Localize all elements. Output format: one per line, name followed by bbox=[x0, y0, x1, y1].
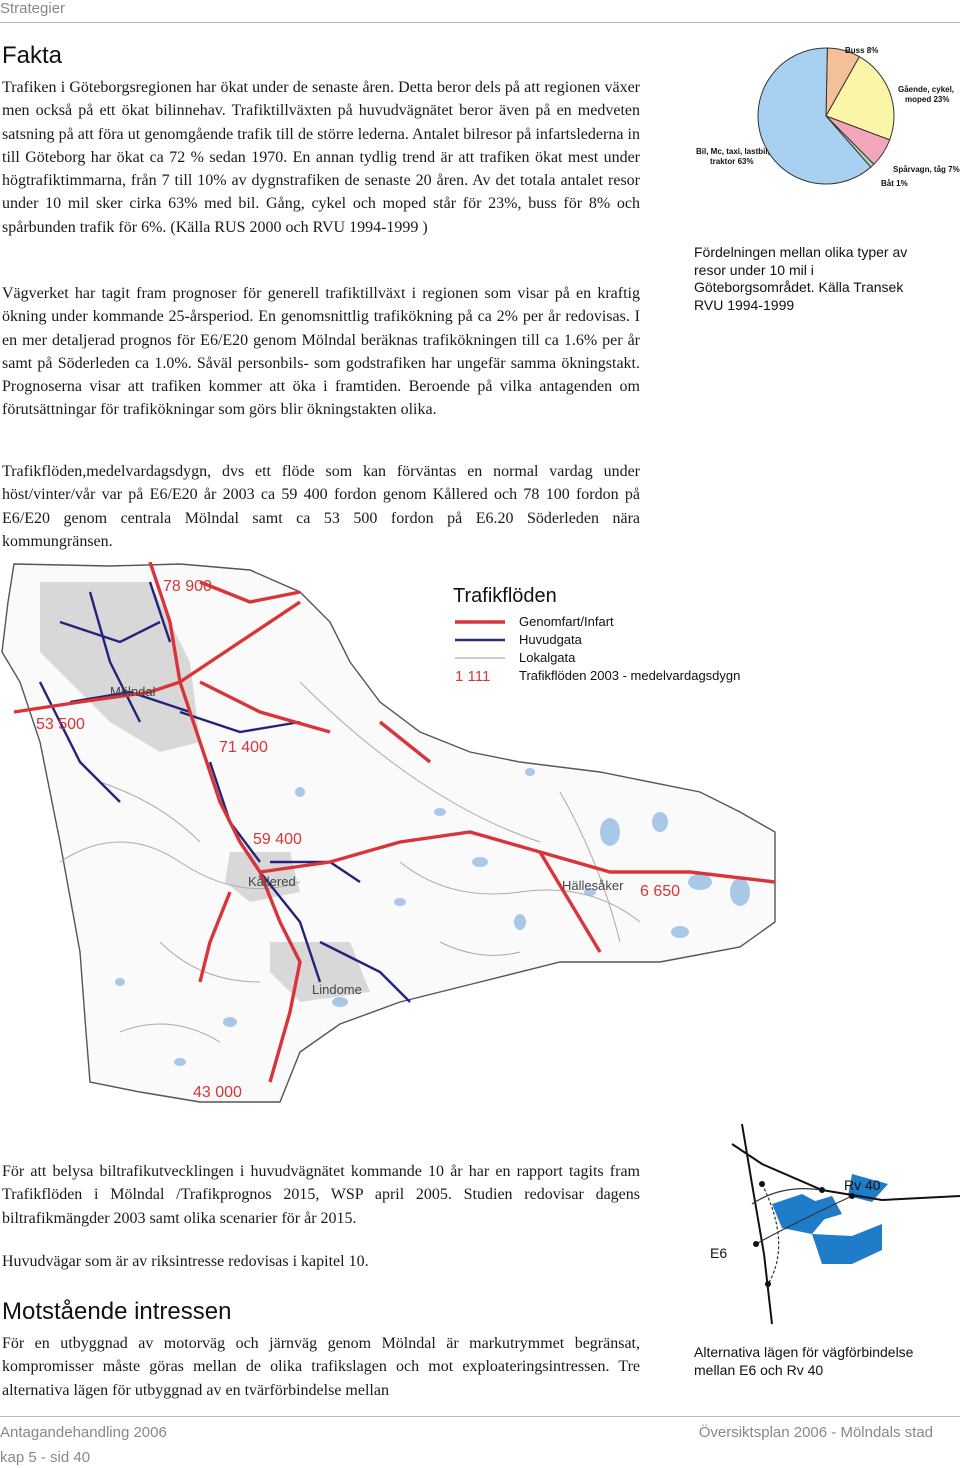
motstaende-heading: Motstående intressen bbox=[2, 1298, 232, 1325]
small-map-caption: Alternativa lägen för vägförbindelse mellan E6 och Rv 40 bbox=[694, 1344, 914, 1378]
alternative-route-1 bbox=[762, 1184, 779, 1284]
riksintresse-paragraph: Huvudvägar som är av riksintresse redovisas i kapitel 10. bbox=[2, 1253, 369, 1270]
flow-label-78900: 78 900 bbox=[163, 578, 212, 595]
fakta-paragraph-1: Trafiken i Göteborgsregionen har ökat under de senaste åren. Detta beror dels på att regionen växer men också på ett ökat bilinnehav. Trafiktillväxten på huvudvägnätet beror även på en medveten satsning på att föra ut genomgående trafik till de större lederna. Antalet bilresor på infartslederna in till Göteborg har ökat ca 72 % sedan 1970. En annan tydlig trend är att trafiken ökat mest under högtrafiktimmarna, från 7 till 10% av dygnstrafiken de senaste 20 åren. Av det totala antalet resor under 10 mil sker cirka 63% med bil. Gång, cykel och moped står för 23%, buss för 8% och spårbunden trafik för 6%. (Källa RUS 2000 och RVU 1994-1999 ) bbox=[2, 79, 640, 236]
legend-label-flow: Trafikflöden 2003 - medelvardagsdygn bbox=[519, 668, 741, 683]
place-label-lindome: Lindome bbox=[312, 982, 362, 997]
fakta-paragraph-2: Vägverket har tagit fram prognoser för generell trafiktillväxt i regionen som visar på en kraftig ökning under kommande 25-årsperiod. En genomsnittlig trafikökning på ca 2% per år redovisas. I en mer detaljerad prognos för E6/E20 genom Mölndal beräknas trafikökningen till ca 1.6% per år samt på Söderleden ca 1.0%. Såväl personbils- som godstrafiken har ungefär samma ökningstakt. Prognoserna visar att trafiken kommer att öka i framtiden. Beroende på vilka antagenden om förutsättningar för trafikökningar som görs blir ökningstakten olika. bbox=[2, 285, 640, 419]
fakta-paragraph-3: Trafikflöden,medelvardagsdygn, dvs ett flöde som kan förväntas en normal vardag under höst/vinter/vår var på E6/E20 år 2003 ca 59 400 fordon genom Kållered och 78 100 fordon på E6/E20 genom centrala Mölndal samt ca 53 500 fordon på E6.20 Söderleden nära kommungränsen. bbox=[2, 463, 640, 550]
rv40-label: Rv 40 bbox=[844, 1177, 881, 1193]
pie-label-gaende-2: moped 23% bbox=[905, 95, 950, 104]
motstaende-paragraph: För en utbyggnad av motorväg och järnväg genom Mölndal är markutrymmet begränsat, kompromisser måste göras mellan de olika trafikslagen och mot exploateringsintressen. Tre alternativa lägen för utbyggnad av en tvärförbindelse mellan bbox=[2, 1335, 640, 1399]
pie-label-bil: Bil, Mc, taxi, lastbil, bbox=[696, 147, 770, 156]
legend-title: Trafikflöden bbox=[453, 585, 557, 607]
flow-label-6650: 6 650 bbox=[640, 883, 681, 900]
footer-right: Översiktsplan 2006 - Mölndals stad bbox=[698, 1424, 933, 1441]
pie-caption: Fördelningen mellan olika typer av resor under 10 mil i Göteborgsområdet. Källa Transek RVU 1994-1999 bbox=[694, 244, 908, 313]
connection-alternatives-map bbox=[692, 1124, 960, 1334]
header-divider bbox=[0, 22, 960, 23]
traffic-flow-map bbox=[0, 562, 960, 1110]
page-number: kap 5 - sid 40 bbox=[0, 1449, 91, 1466]
lake-2 bbox=[812, 1224, 882, 1264]
flow-label-59400: 59 400 bbox=[253, 831, 302, 848]
pie-label-bat: Båt 1% bbox=[881, 179, 908, 188]
legend-flow-sample: 1 111 bbox=[455, 668, 491, 685]
legend-label-entry: Genomfart/Infart bbox=[519, 614, 614, 629]
pie-label-bil-2: traktor 63% bbox=[710, 157, 754, 166]
flow-label-71400: 71 400 bbox=[219, 739, 268, 756]
place-label-molndal: Mölndal bbox=[110, 684, 156, 699]
pie-label-gaende: Gående, cykel, bbox=[898, 85, 955, 94]
legend-label-local: Lokalgata bbox=[519, 650, 576, 665]
pie-slices bbox=[758, 48, 894, 184]
section-tag: Strategier bbox=[0, 0, 66, 17]
footer-divider bbox=[0, 1416, 960, 1417]
footer-left: Antagandehandling 2006 bbox=[0, 1424, 167, 1441]
map-legend bbox=[453, 585, 740, 685]
e6-label: E6 bbox=[710, 1245, 728, 1261]
fakta-heading: Fakta bbox=[2, 42, 63, 69]
place-label-hallesaker: Hällesåker bbox=[562, 878, 624, 893]
flow-label-53500: 53 500 bbox=[36, 716, 85, 733]
travel-mode-pie-chart bbox=[692, 42, 960, 202]
report-paragraph: För att belysa biltrafikutvecklingen i huvudvägnätet kommande 10 år har en rapport tagits fram Trafikflöden i Mölndal /Trafikprognos 2015, WSP april 2005. Studien redovisar dagens biltrafikmängder 2003 samt olika scenarier för år 2015. bbox=[2, 1163, 640, 1227]
legend-label-main: Huvudgata bbox=[519, 632, 582, 647]
pie-label-sparvagn: Spårvagn, tåg 7% bbox=[893, 165, 960, 174]
flow-label-43000: 43 000 bbox=[193, 1084, 242, 1101]
pie-label-buss: Buss 8% bbox=[845, 46, 879, 55]
place-label-kallered: Kållered bbox=[248, 874, 296, 889]
